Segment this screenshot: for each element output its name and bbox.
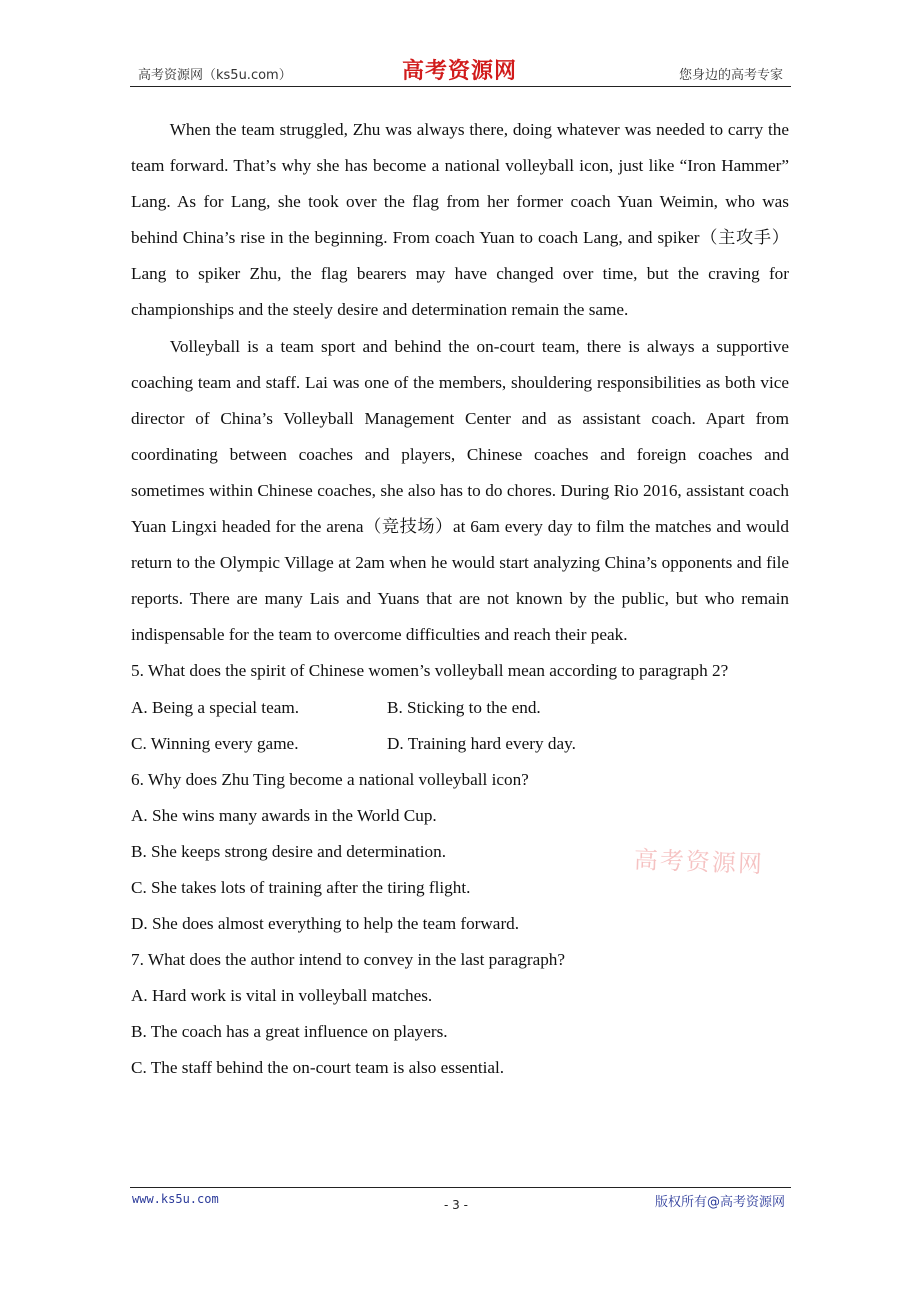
question-5-option-c: C. Winning every game.	[131, 733, 299, 753]
header-site-name: 高考资源网（ks5u.com）	[138, 68, 292, 83]
question-5-option-d: D. Training hard every day.	[387, 733, 576, 753]
question-7-option-a: A. Hard work is vital in volleyball matches.	[131, 986, 433, 1006]
question-6-stem: 6. Why does Zhu Ting become a national volleyball icon?	[131, 769, 529, 789]
question-5-stem: 5. What does the spirit of Chinese women’s volleyball mean according to paragraph 2?	[131, 661, 729, 681]
footer-copyright: 版权所有@高考资源网	[654, 1195, 785, 1210]
question-6-option-c: C. She takes lots of training after the tiring flight.	[131, 877, 471, 897]
page-footer	[130, 1187, 791, 1228]
question-5-option-a: A. Being a special team.	[131, 697, 299, 717]
header-slogan: 您身边的高考专家	[678, 68, 783, 83]
footer-website-link[interactable]: www.ks5u.com	[132, 1192, 219, 1206]
question-6-option-b: B. She keeps strong desire and determination.	[131, 841, 447, 861]
page-number: - 3 -	[444, 1198, 468, 1212]
question-7-option-c: C. The staff behind the on-court team is also essential.	[131, 1058, 505, 1078]
question-5-options-row-1	[131, 690, 789, 726]
document-body	[131, 112, 789, 1087]
paragraph: Volleyball is a team sport and behind the on-court team, there is always a supportive coaching team and staff. Lai was one of the members, shouldering responsibilities as both vice director of China’s Volleyball Management Center and as assistant coach. Apart from coordinating between coaches and players, Chinese coaches and foreign coaches and sometimes within Chinese coaches, she also has to do chores. During Rio 2016, assistant coach Yuan Lingxi headed for the arena（竞技场）at 6am every day to film the matches and would return to the Olympic Village at 2am when he would start analyzing China’s opponents and file reports. There are many Lais and Yuans that are not known by the public, but who remain indispensable for the team to overcome difficulties and reach their peak.	[131, 336, 789, 645]
question-7-option-b: B. The coach has a great influence on players.	[131, 1022, 448, 1042]
question-6-option-a: A. She wins many awards in the World Cup.	[131, 805, 437, 825]
header-logo: 高考资源网	[402, 58, 518, 84]
page-header	[130, 54, 791, 87]
paragraph: When the team struggled, Zhu was always there, doing whatever was needed to carry the team forward. That’s why she has become a national volleyball icon, just like “Iron Hammer” Lang. As for Lang, she took over the flag from her former coach Yuan Weimin, who was behind China’s rise in the beginning. From coach Yuan to coach Lang, and spiker（主攻手） Lang to spiker Zhu, the flag bearers may have changed over time, but the craving for championships and the steely desire and determination remain the same.	[131, 120, 789, 320]
question-5-option-b: B. Sticking to the end.	[387, 697, 541, 717]
question-7-stem: 7. What does the author intend to convey in the last paragraph?	[131, 950, 566, 970]
question-5-options-row-2	[131, 726, 789, 762]
question-6-option-d: D. She does almost everything to help the team forward.	[131, 914, 520, 934]
watermark: 高考资源网	[633, 845, 765, 879]
